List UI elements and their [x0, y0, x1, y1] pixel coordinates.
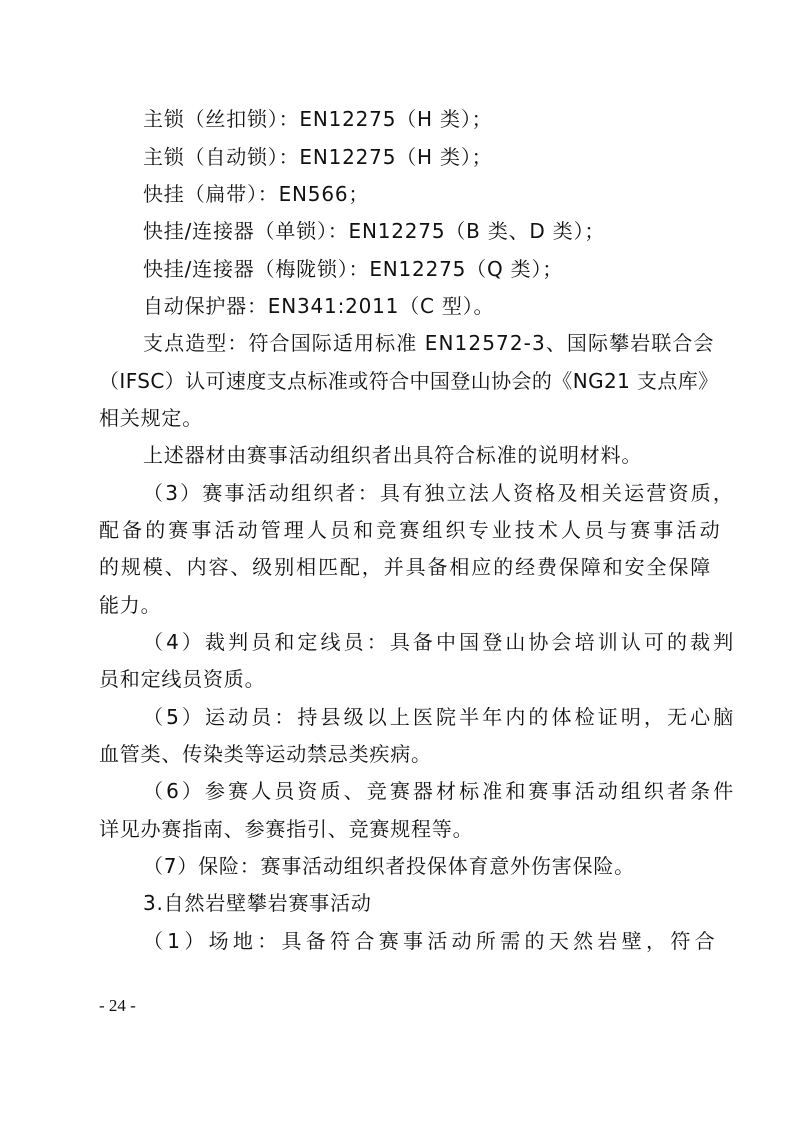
- text-line-quickdraw-webbing: 快挂（扁带）：EN566；: [143, 182, 370, 206]
- text-line-equipment-proof: 上述器材由赛事活动组织者出具符合标准的说明材料。: [143, 443, 643, 467]
- text-line-quickdraw-maillon: 快挂/连接器（梅陇锁）：EN12275（Q 类）；: [143, 257, 564, 281]
- text-line-holds-standard: 支点造型：符合国际适用标准 EN12572-3、国际攀岩联合会: [143, 331, 715, 355]
- text-line-venue-requirement: （1）场地：具备符合赛事活动所需的天然岩壁，符合: [143, 929, 719, 953]
- text-line-related-rules: 相关规定。: [99, 406, 203, 430]
- text-line-main-lock-auto: 主锁（自动锁）：EN12275（H 类）；: [143, 145, 493, 169]
- text-line-insurance: （7）保险：赛事活动组织者投保体育意外伤害保险。: [143, 854, 635, 878]
- text-line-organizer-scale: 的规模、内容、级别相匹配，并具备相应的经费保障和安全保障: [99, 555, 713, 579]
- text-line-ifsc-standard: （IFSC）认可速度支点标准或符合中国登山协会的《NG21 支点库》: [99, 369, 719, 393]
- page-number: - 24 -: [99, 996, 136, 1015]
- text-line-auto-belay: 自动保护器：EN341:2011（C 型）。: [143, 294, 495, 318]
- text-line-ability: 能力。: [99, 593, 162, 617]
- text-line-organizer-staff: 配备的赛事活动管理人员和竞赛组织专业技术人员与赛事活动: [99, 518, 723, 542]
- text-line-guides-reference: 详见办赛指南、参赛指引、竞赛规程等。: [99, 817, 474, 841]
- section-heading-natural-rock: 3.自然岩壁攀岩赛事活动: [143, 891, 372, 915]
- text-line-organizer-heading: （3）赛事活动组织者：具有独立法人资格及相关运营资质，: [143, 481, 736, 505]
- text-line-participants-heading: （6）参赛人员资质、竞赛器材标准和赛事活动组织者条件: [143, 779, 737, 803]
- text-line-athletes-health: 血管类、传染类等运动禁忌类疾病。: [99, 742, 432, 766]
- text-line-main-lock-screw: 主锁（丝扣锁）：EN12275（H 类）；: [143, 107, 493, 131]
- text-line-athletes-heading: （5）运动员：持县级以上医院半年内的体检证明，无心脑: [143, 705, 737, 729]
- text-line-judges-qualification: 员和定线员资质。: [99, 667, 266, 691]
- text-line-quickdraw-single-lock: 快挂/连接器（单锁）：EN12275（B 类、D 类）；: [143, 219, 606, 243]
- text-line-judges-heading: （4）裁判员和定线员：具备中国登山协会培训认可的裁判: [143, 630, 737, 654]
